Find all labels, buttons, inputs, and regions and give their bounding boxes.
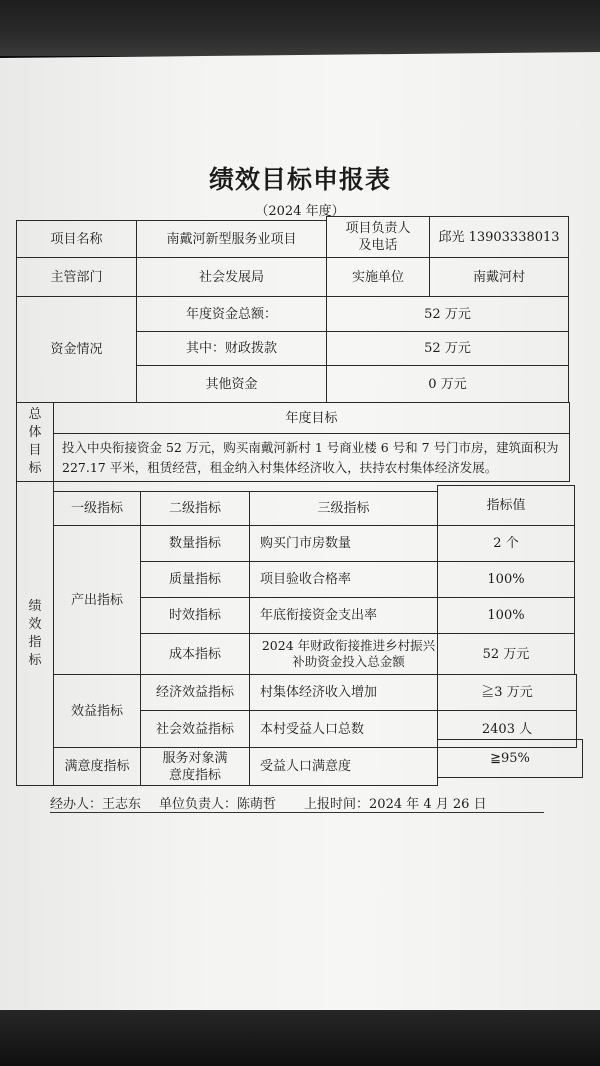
dept-label: 主管部门 xyxy=(16,257,137,297)
item-l3: 2024 年财政衔接推进乡村振兴补助资金投入总金额 xyxy=(249,633,438,675)
col-header-l2: 二级指标 xyxy=(140,491,250,526)
satisfaction-indicator-label: 满意度指标 xyxy=(53,747,141,786)
item-l3: 购买门市房数量 xyxy=(249,525,438,562)
item-value: ≧3 万元 xyxy=(437,674,577,711)
item-value: 100% xyxy=(437,597,575,634)
funds-fiscal-label: 其中：财政拨款 xyxy=(136,331,327,366)
item-value: 2403 人 xyxy=(437,710,577,748)
item-l3: 本村受益人口总数 xyxy=(249,710,438,748)
item-l2: 服务对象满意度指标 xyxy=(140,747,250,786)
perf-side-label xyxy=(16,481,54,786)
item-l3: 年底衔接资金支出率 xyxy=(249,597,438,634)
item-l3: 村集体经济收入增加 xyxy=(249,674,438,711)
unit-leader: 单位负责人：陈萌哲 xyxy=(159,796,277,812)
funds-label: 资金情况 xyxy=(16,296,137,403)
benefit-indicator-label: 效益指标 xyxy=(53,674,141,748)
signature-footer xyxy=(50,792,544,813)
item-value: 52 万元 xyxy=(437,633,575,675)
item-l3: 项目验收合格率 xyxy=(249,561,438,598)
report-date: 上报时间：2024 年 4 月 26 日 xyxy=(304,796,487,812)
perf-side-text: 绩效指标 xyxy=(28,598,42,668)
col-header-l3: 三级指标 xyxy=(249,491,438,526)
item-l2: 成本指标 xyxy=(140,633,250,675)
col-header-l1: 一级指标 xyxy=(53,491,141,526)
item-l2: 时效指标 xyxy=(140,597,250,634)
background-top xyxy=(0,0,600,56)
item-value: 2 个 xyxy=(437,525,575,562)
item-value: 100% xyxy=(437,561,575,598)
item-l2: 质量指标 xyxy=(140,561,250,598)
goal-text: 投入中央衔接资金 52 万元，购买南戴河新村 1 号商业楼 6 号和 7 号门市房，建筑面积为 227.17 平米，租赁经营，租金纳入村集体经济收入，扶持农村集体经济发展。 xyxy=(53,433,570,482)
funds-other-value: 0 万元 xyxy=(326,365,569,403)
handler: 经办人：王志东 xyxy=(50,796,142,812)
background-bottom xyxy=(0,1010,600,1066)
funds-fiscal-value: 52 万元 xyxy=(326,331,569,366)
document-title: 绩效目标申报表 xyxy=(208,165,391,194)
project-name-label: 项目名称 xyxy=(16,220,137,258)
goal-header: 年度目标 xyxy=(53,402,570,434)
output-indicator-label: 产出指标 xyxy=(53,525,141,675)
funds-other-label: 其他资金 xyxy=(136,365,327,403)
goal-side-text: 总体目标 xyxy=(28,407,42,476)
goal-side-label xyxy=(16,402,54,482)
document-year: （2024 年度） xyxy=(255,204,345,219)
impl-label: 实施单位 xyxy=(326,257,430,297)
item-l2: 经济效益指标 xyxy=(140,674,250,711)
owner-value: 邱光 13903338013 xyxy=(429,216,569,258)
impl-value: 南戴河村 xyxy=(429,257,569,297)
item-value: ≧95% xyxy=(437,739,583,778)
col-header-value: 指标值 xyxy=(437,485,575,526)
owner-label: 项目负责人及电话 xyxy=(326,216,430,258)
funds-total-value: 52 万元 xyxy=(326,296,569,332)
project-name-value: 南戴河新型服务业项目 xyxy=(136,220,327,258)
funds-total-label: 年度资金总额： xyxy=(136,296,327,332)
item-l2: 数量指标 xyxy=(140,525,250,562)
item-l2: 社会效益指标 xyxy=(140,710,250,748)
dept-value: 社会发展局 xyxy=(136,257,327,297)
item-l3: 受益人口满意度 xyxy=(249,747,438,786)
